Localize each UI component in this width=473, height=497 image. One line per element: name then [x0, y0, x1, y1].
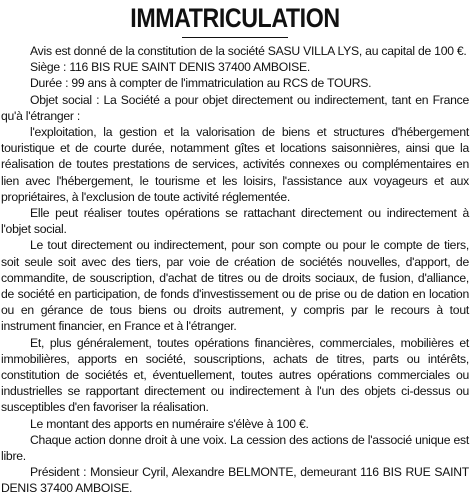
notice-body [1, 43, 469, 497]
paragraph-operations: Elle peut réaliser toutes opérations se rattachant directement ou indirectement à l'objet social. [1, 206, 469, 237]
paragraph-siege: Siège : 116 BIS RUE SAINT DENIS 37400 AMBOISE. [30, 60, 311, 75]
paragraph-moyens: Le tout directement ou indirectement, pour son compte ou pour le compte de tiers, soit seule soit avec des tiers, par voie de création de sociétés nouvelles, d'apport, de commandite, de souscription, d'achat de titres ou de droits sociaux, de fusion, d'alliance, de société en participation, de fonds d'investissement ou de prise ou de dation en location ou en gérance de tous biens ou droits autrement, y compris par le recours à tout instrument financier, en France et à l'étranger. [1, 238, 469, 334]
paragraph-actions: Chaque action donne droit à une voix. La cession des actions de l'associé unique est libre. [1, 432, 469, 464]
paragraph-duree: Durée : 99 ans à compter de l'immatriculation au RCS de TOURS. [30, 76, 372, 91]
title-underline [182, 37, 288, 38]
paragraph-objet-detail: l'exploitation, la gestion et la valorisation de biens et structures d'hébergement touristique et de courte durée, notamment gîtes et locations saisonnières, ainsi que la réalisation de toutes prestations de services, activités connexes ou complémentaires en lien avec l'hébergement, le tourisme et les loisirs, l'assistance aux voyageurs et aux propriétaires, à l'exclusion de toute activité réglementée. [1, 125, 469, 204]
paragraph-general: Et, plus généralement, toutes opérations financières, commerciales, mobilières et immobilières, apports en société, souscriptions, achats de titres, parts ou intérêts, constitution de sociétés et, éventuellement, toutes autres opérations commerciales ou industrielles se rapportant directement ou indirectement à l'un des objets ci-dessus ou susceptibles d'en favoriser la réalisation. [1, 335, 469, 415]
notice-title: IMMATRICULATION [130, 3, 340, 33]
paragraph-objet-social: Objet social : La Société a pour objet directement ou indirectement, tant en France qu'à l'étranger : [1, 92, 469, 123]
paragraph-constitution: Avis est donné de la constitution de la société SASU VILLA LYS, au capital de 100 €. [30, 44, 467, 58]
paragraph-president: Président : Monsieur Cyril, Alexandre BELMONTE, demeurant 116 BIS RUE SAINT DENIS 37400 AMBOISE. [1, 465, 469, 496]
paragraph-apports: Le montant des apports en numéraire s'élève à 100 €. [30, 416, 309, 431]
